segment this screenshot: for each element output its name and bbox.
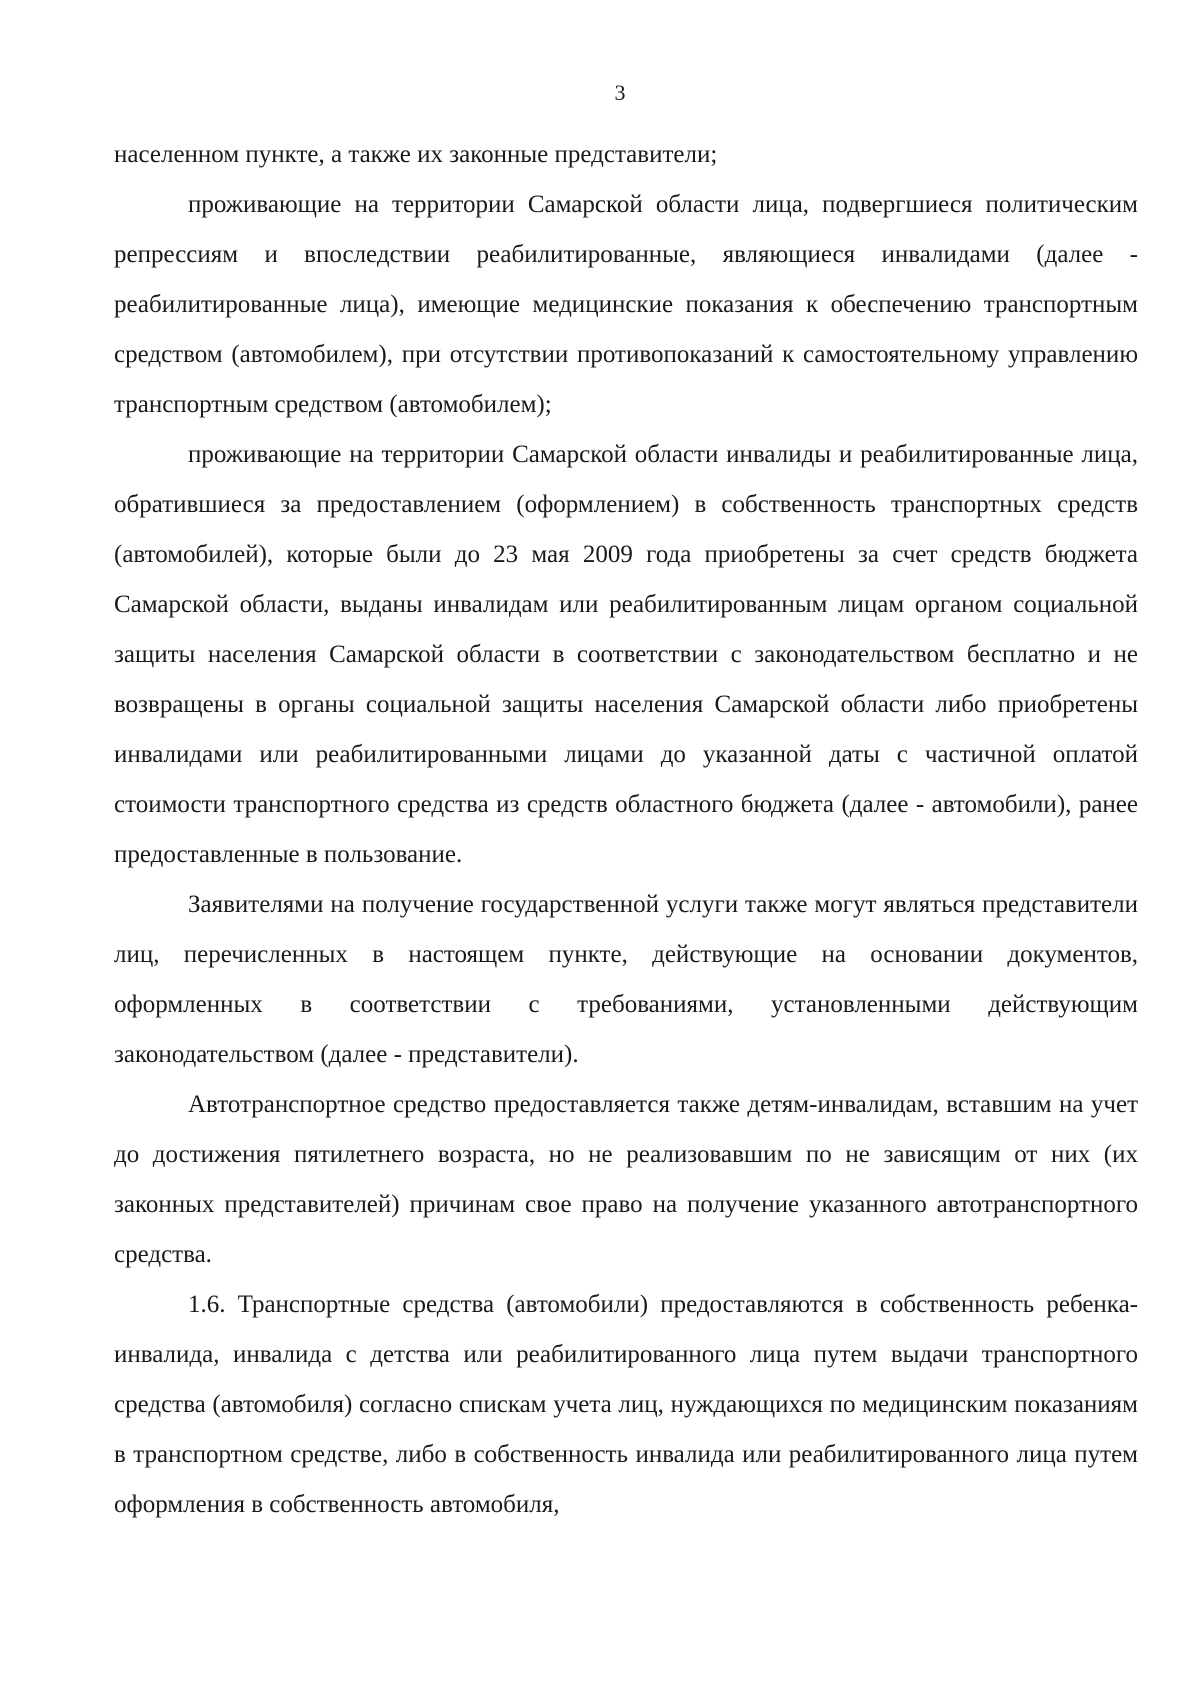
paragraph-continuation: населенном пункте, а также их законные представители; bbox=[114, 141, 718, 168]
paragraph-repressed-persons: проживающие на территории Самарской области лица, подвергшиеся политическим репрессиям и впоследствии реабилитированные, являющиеся инвалидами (далее - реабилитированные лица), имеющие медицинские показания к обеспечению транспортным средством (автомобилем), при отсутствии противопоказаний к самостоятельному управлению транспортным средством (автомобилем); bbox=[114, 191, 1138, 418]
paragraph-section-1-6: 1.6. Транспортные средства (автомобили) предоставляются в собственность ребенка-инвалида, инвалида с детства или реабилитированного лица путем выдачи транспортного средства (автомобиля) согласно спискам учета лиц, нуждающихся по медицинским показаниям в транспортном средстве, либо в собственность инвалида или реабилитированного лица путем оформления в собственность автомобиля, bbox=[114, 1291, 1138, 1518]
paragraph-vehicles-ownership: проживающие на территории Самарской области инвалиды и реабилитированные лица, обратившиеся за предоставлением (оформлением) в собственность транспортных средств (автомобилей), которые были до 23 мая 2009 года приобретены за счет средств бюджета Самарской области, выданы инвалидам или реабилитированным лицам органом социальной защиты населения Самарской области в соответствии с законодательством бесплатно и не возвращены в органы социальной защиты населения Самарской области либо приобретены инвалидами или реабилитированными лицами до указанной даты с частичной оплатой стоимости транспортного средства из средств областного бюджета (далее - автомобили), ранее предоставленные в пользование. bbox=[114, 441, 1138, 868]
document-body bbox=[114, 130, 1138, 1530]
page-number: 3 bbox=[614, 80, 626, 105]
paragraph-disabled-children: Автотранспортное средство предоставляется также детям-инвалидам, вставшим на учет до достижения пятилетнего возраста, но не реализовавшим по не зависящим от них (их законных представителей) причинам свое право на получение указанного автотранспортного средства. bbox=[114, 1091, 1138, 1268]
paragraph-applicants-representatives: Заявителями на получение государственной услуги также могут являться представители лиц, перечисленных в настоящем пункте, действующие на основании документов, оформленных в соответствии с требованиями, установленными действующим законодательством (далее - представители). bbox=[114, 891, 1138, 1068]
